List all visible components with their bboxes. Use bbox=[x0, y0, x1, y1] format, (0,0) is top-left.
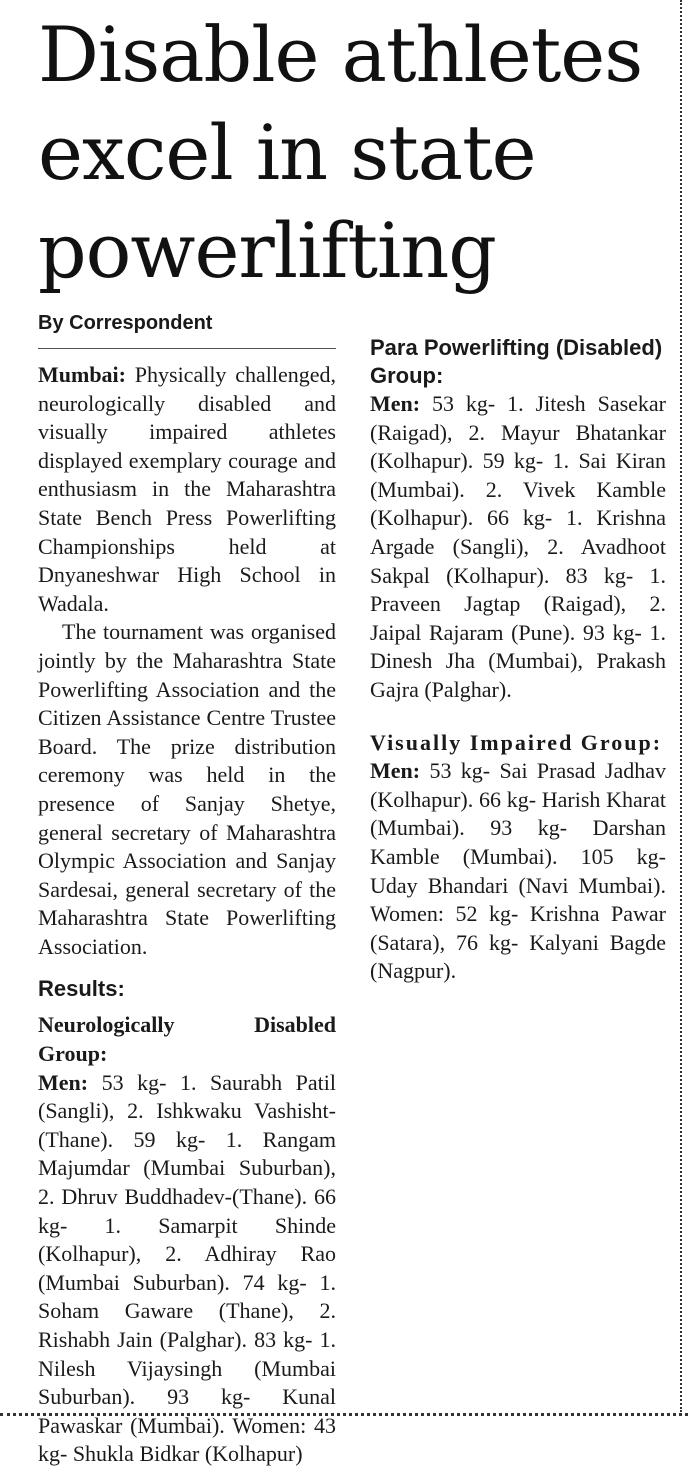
neuro-group-title: Neurologically Disabled Group: bbox=[38, 1012, 336, 1067]
visual-men-text: 53 kg- Sai Prasad Jadhav (Kolhapur). 66 kg- Harish Kharat (Mumbai). 93 kg- Darshan Kamble (Mumbai). 105 kg- Uday Bhandari (Navi Mumbai). Women: 52 kg- Krishna Pawar (Satara), 76 kg- Kalyani Bagde (Nagpur). bbox=[370, 758, 666, 984]
neuro-group-results bbox=[38, 1069, 336, 1469]
byline: By Correspondent bbox=[38, 310, 336, 349]
para-group-results bbox=[370, 390, 666, 705]
paragraph-intro bbox=[38, 361, 336, 618]
column-rule-dotted bbox=[680, 0, 682, 1412]
results-heading: Results: bbox=[38, 976, 125, 1002]
para-group-title: Para Powerlifting (Disabled) Group: bbox=[370, 335, 663, 388]
visual-men-label: Men: bbox=[370, 758, 421, 784]
neuro-men-label: Men: bbox=[38, 1069, 89, 1095]
paragraph-tournament: The tournament was organised jointly by the Maharashtra State Powerlifting Association and the Citizen Assistance Centre Trustee Board. The prize distribution ceremony was held in the presence of Sanjay Shetye, general secretary of Maharashtra Olympic Association and Sanjay Sardesai, general secretary of the Maharashtra State Powerlifting Association. bbox=[38, 619, 336, 959]
article-column-right bbox=[370, 312, 666, 986]
para-men-text: 53 kg- 1. Jitesh Sasekar (Raigad), 2. Mayur Bhatankar (Kolhapur). 59 kg- 1. Sai Kiran (Mumbai). 2. Vivek Kamble (Kolhapur). 66 kg- 1. Krishna Argade (Sangli), 2. Avadhoot Sakpal (Kolhapur). 83 kg- 1. Praveen Jagtap (Raigad), 2. Jaipal Rajaram (Pune). 93 kg- 1. Dinesh Jha (Mumbai), Prakash Gajra (Palghar). bbox=[370, 391, 666, 702]
dateline: Mumbai: bbox=[38, 362, 126, 387]
headline: Disable athletes excel in state powerlifting bbox=[38, 10, 643, 295]
article-column-left bbox=[38, 310, 336, 1469]
visual-group-title: Visually Impaired Group: bbox=[370, 729, 663, 755]
para-men-label: Men: bbox=[370, 391, 421, 416]
visual-group-results bbox=[370, 757, 666, 986]
paragraph-intro-text: Physically challenged, neurologically disabled and visually impaired athletes displayed exemplary courage and enthusiasm in the Maharashtra State Bench Press Powerlifting Championships held at Dnyaneshwar High School in Wadala. bbox=[38, 362, 336, 616]
neuro-men-text: 53 kg- 1. Saurabh Patil (Sangli), 2. Ishkwaku Vashisht-(Thane). 59 kg- 1. Rangam Majumdar (Mumbai Suburban), 2. Dhruv Buddhadev-(Thane). 66 kg- 1. Samarpit Shinde (Kolhapur), 2. Adhiray Rao (Mumbai Suburban). 74 kg- 1. Soham Gaware (Thane), 2. Rishabh Jain (Palghar). 83 kg- 1. Nilesh Vijaysingh (Mumbai Suburban). 93 kg- Kunal Pawaskar (Mumbai). Women: 43 kg- Shukla Bidkar (Kolhapur) bbox=[38, 1069, 336, 1467]
